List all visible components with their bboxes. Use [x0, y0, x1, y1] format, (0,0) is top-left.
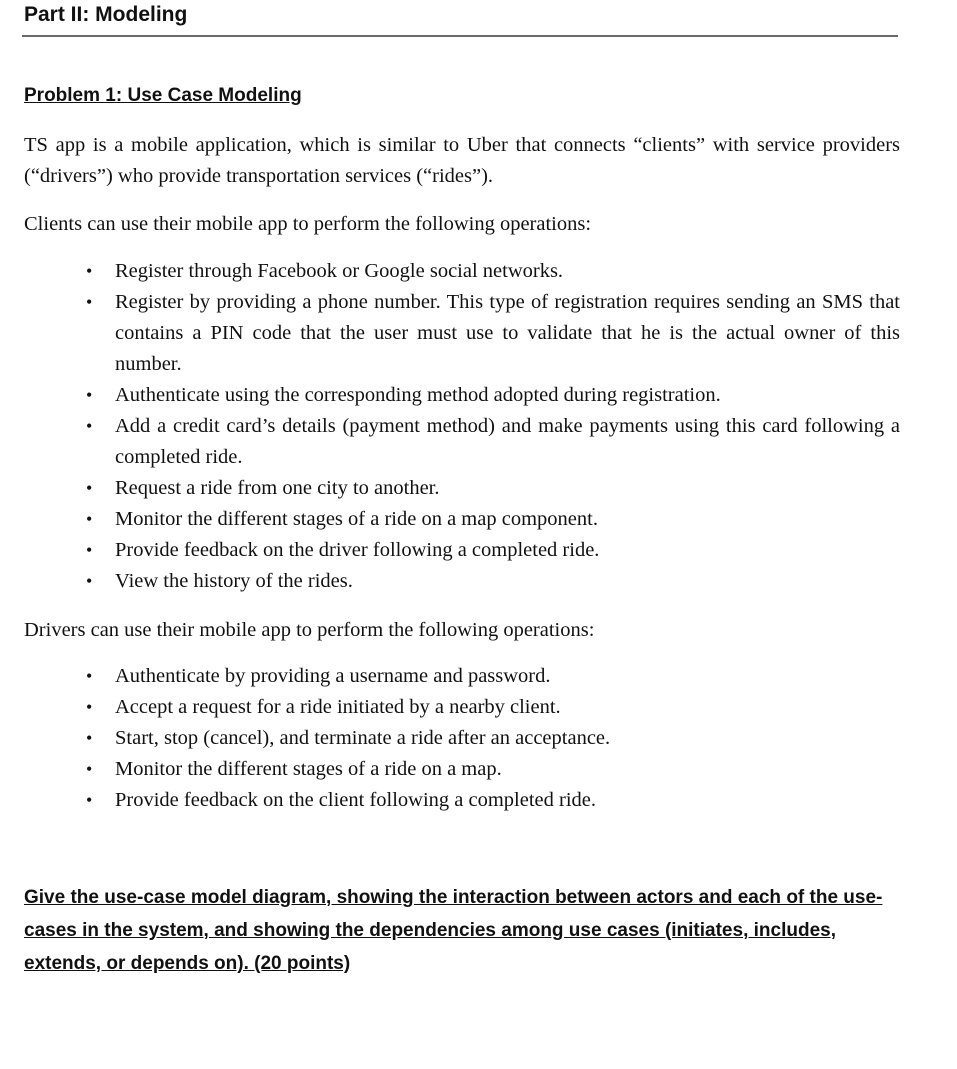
bullet-icon: •: [86, 697, 93, 717]
list-item-text: Request a ride from one city to another.: [115, 477, 440, 499]
bullet-icon: •: [86, 261, 93, 281]
list-item-text: Start, stop (cancel), and terminate a ride after an acceptance.: [115, 727, 611, 749]
list-item: [0, 411, 900, 473]
bullet-icon: •: [86, 540, 93, 560]
list-item-text: Accept a request for a ride initiated by a nearby client.: [115, 696, 561, 718]
list-item: [0, 785, 900, 816]
list-item: [0, 380, 900, 411]
section-divider: [22, 35, 898, 37]
list-item-text: Provide feedback on the client following a completed ride.: [115, 789, 597, 811]
bullet-icon: •: [86, 292, 93, 312]
list-item: [0, 535, 900, 566]
bullet-icon: •: [86, 385, 93, 405]
list-item-text: Authenticate by providing a username and password.: [115, 665, 551, 687]
bullet-icon: •: [86, 666, 93, 686]
bullet-icon: •: [86, 478, 93, 498]
list-item-text: View the history of the rides.: [115, 570, 353, 592]
drivers-operations-list: [0, 661, 900, 816]
list-item-text: Monitor the different stages of a ride on a map.: [115, 758, 502, 780]
list-item-text: Provide feedback on the driver following a completed ride.: [115, 539, 600, 561]
list-item: [0, 256, 900, 287]
bullet-icon: •: [86, 416, 93, 436]
bullet-icon: •: [86, 790, 93, 810]
part-title: Part II: Modeling: [24, 3, 188, 26]
list-item-text: Monitor the different stages of a ride on a map component.: [115, 508, 598, 530]
clients-lead: Clients can use their mobile app to perform the following operations:: [24, 213, 592, 235]
drivers-lead: Drivers can use their mobile app to perform the following operations:: [24, 619, 595, 641]
list-item: [0, 504, 900, 535]
list-item: [0, 566, 900, 597]
bullet-icon: •: [86, 759, 93, 779]
list-item: [0, 661, 900, 692]
list-item-text: Authenticate using the corresponding method adopted during registration.: [115, 384, 721, 406]
bullet-icon: •: [86, 728, 93, 748]
problem-title: Problem 1: Use Case Modeling: [24, 85, 302, 106]
list-item: [0, 723, 900, 754]
bullet-icon: •: [86, 509, 93, 529]
list-item: [0, 473, 900, 504]
task-instruction: Give the use-case model diagram, showing the interaction between actors and each of the use-cases in the system, and showing the dependencies among use cases (initiates, includes, extends, or depends on). (20 points): [24, 887, 883, 974]
list-item-text: Register by providing a phone number. This type of registration requires sending an SMS that contains a PIN code that the user must use to validate that he is the actual owner of this number.: [115, 291, 900, 375]
list-item-text: Add a credit card’s details (payment method) and make payments using this card following a completed ride.: [115, 415, 900, 468]
list-item: [0, 754, 900, 785]
list-item: [0, 692, 900, 723]
list-item-text: Register through Facebook or Google social networks.: [115, 260, 564, 282]
clients-operations-list: [0, 256, 900, 597]
bullet-icon: •: [86, 571, 93, 591]
intro-paragraph: TS app is a mobile application, which is similar to Uber that connects “clients” with service providers (“drivers”) who provide transportation services (“rides”).: [24, 134, 900, 187]
list-item: [0, 287, 900, 380]
